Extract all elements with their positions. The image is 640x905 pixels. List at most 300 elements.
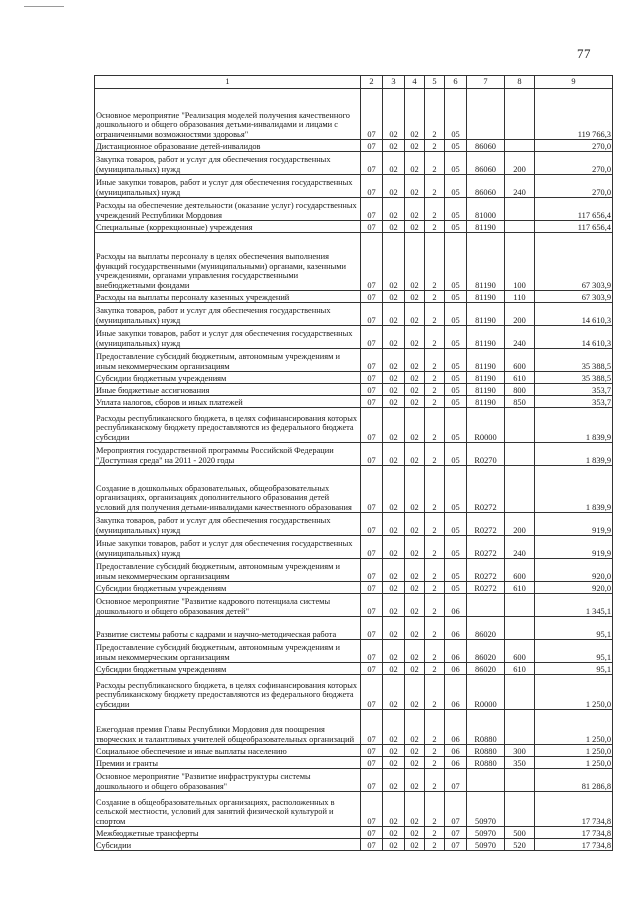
expense-type-cell bbox=[505, 710, 535, 745]
code-section-cell: 07 bbox=[361, 792, 383, 827]
amount-cell: 920,0 bbox=[535, 582, 613, 594]
amount-cell: 67 303,9 bbox=[535, 233, 613, 291]
table-row bbox=[95, 89, 613, 140]
table-row bbox=[95, 769, 613, 792]
code-subsection-cell: 02 bbox=[383, 536, 405, 559]
code-program-cell: 02 bbox=[405, 303, 425, 326]
code-event-cell: 05 bbox=[445, 372, 467, 384]
code-program-cell: 02 bbox=[405, 839, 425, 851]
code-direction-cell: 86060 bbox=[467, 152, 505, 175]
code-subprogram-cell: 2 bbox=[425, 839, 445, 851]
code-direction-cell bbox=[467, 769, 505, 792]
row-name-cell: Создание в дошкольных образовательных, общеобразовательных организациях, организациях дополнительного образования детей условий для получения детьми-инвалидами качественного образования bbox=[95, 466, 361, 513]
expense-type-cell bbox=[505, 89, 535, 140]
code-event-cell: 05 bbox=[445, 303, 467, 326]
code-subprogram-cell: 2 bbox=[425, 198, 445, 221]
code-subsection-cell: 02 bbox=[383, 640, 405, 663]
code-subsection-cell: 02 bbox=[383, 769, 405, 792]
row-name-cell: Уплата налогов, сборов и иных платежей bbox=[95, 396, 361, 408]
row-name-cell: Расходы республиканского бюджета, в целях софинансирования которых республиканскому бюджету предоставляются из федерального бюджета субсидии bbox=[95, 408, 361, 443]
amount-cell: 67 303,9 bbox=[535, 291, 613, 303]
code-direction-cell: 81190 bbox=[467, 221, 505, 233]
code-direction-cell: 50970 bbox=[467, 839, 505, 851]
code-program-cell: 02 bbox=[405, 349, 425, 372]
code-program-cell: 02 bbox=[405, 640, 425, 663]
expense-type-cell bbox=[505, 140, 535, 152]
code-event-cell: 05 bbox=[445, 349, 467, 372]
column-header-4: 4 bbox=[405, 76, 425, 89]
code-program-cell: 02 bbox=[405, 513, 425, 536]
code-subsection-cell: 02 bbox=[383, 757, 405, 769]
code-subprogram-cell: 2 bbox=[425, 594, 445, 617]
row-name-cell: Иные закупки товаров, работ и услуг для обеспечения государственных (муниципальных) нужд bbox=[95, 536, 361, 559]
code-program-cell: 02 bbox=[405, 536, 425, 559]
code-direction-cell: R0272 bbox=[467, 536, 505, 559]
table-row bbox=[95, 839, 613, 851]
code-subprogram-cell: 2 bbox=[425, 175, 445, 198]
expense-type-cell bbox=[505, 594, 535, 617]
code-program-cell: 02 bbox=[405, 757, 425, 769]
column-header-6: 6 bbox=[445, 76, 467, 89]
expense-type-cell: 610 bbox=[505, 372, 535, 384]
code-direction-cell bbox=[467, 594, 505, 617]
code-program-cell: 02 bbox=[405, 466, 425, 513]
code-section-cell: 07 bbox=[361, 443, 383, 466]
code-direction-cell: 81190 bbox=[467, 303, 505, 326]
table-row bbox=[95, 640, 613, 663]
code-direction-cell bbox=[467, 89, 505, 140]
code-program-cell: 02 bbox=[405, 663, 425, 675]
code-event-cell: 06 bbox=[445, 757, 467, 769]
code-program-cell: 02 bbox=[405, 221, 425, 233]
code-subprogram-cell: 2 bbox=[425, 443, 445, 466]
expense-type-cell: 800 bbox=[505, 384, 535, 396]
code-section-cell: 07 bbox=[361, 594, 383, 617]
table-header-row bbox=[95, 76, 613, 89]
table-row bbox=[95, 710, 613, 745]
table-row bbox=[95, 617, 613, 640]
code-direction-cell: R0272 bbox=[467, 466, 505, 513]
code-subprogram-cell: 2 bbox=[425, 675, 445, 710]
expense-type-cell: 200 bbox=[505, 303, 535, 326]
code-subprogram-cell: 2 bbox=[425, 326, 445, 349]
code-direction-cell: 81190 bbox=[467, 233, 505, 291]
amount-cell: 270,0 bbox=[535, 140, 613, 152]
table-row bbox=[95, 745, 613, 757]
code-direction-cell: R0272 bbox=[467, 582, 505, 594]
code-subsection-cell: 02 bbox=[383, 303, 405, 326]
code-event-cell: 07 bbox=[445, 839, 467, 851]
amount-cell: 353,7 bbox=[535, 384, 613, 396]
code-subprogram-cell: 2 bbox=[425, 303, 445, 326]
code-subsection-cell: 02 bbox=[383, 384, 405, 396]
code-subsection-cell: 02 bbox=[383, 675, 405, 710]
code-event-cell: 05 bbox=[445, 513, 467, 536]
expense-type-cell: 240 bbox=[505, 175, 535, 198]
expense-type-cell bbox=[505, 443, 535, 466]
code-event-cell: 06 bbox=[445, 745, 467, 757]
table-row bbox=[95, 827, 613, 839]
expense-type-cell: 610 bbox=[505, 663, 535, 675]
code-section-cell: 07 bbox=[361, 349, 383, 372]
table-row bbox=[95, 466, 613, 513]
code-subsection-cell: 02 bbox=[383, 594, 405, 617]
code-subprogram-cell: 2 bbox=[425, 769, 445, 792]
code-event-cell: 05 bbox=[445, 559, 467, 582]
amount-cell: 353,7 bbox=[535, 396, 613, 408]
code-event-cell: 05 bbox=[445, 443, 467, 466]
code-section-cell: 07 bbox=[361, 582, 383, 594]
code-section-cell: 07 bbox=[361, 617, 383, 640]
table-row bbox=[95, 140, 613, 152]
code-subprogram-cell: 2 bbox=[425, 384, 445, 396]
code-subsection-cell: 02 bbox=[383, 198, 405, 221]
amount-cell: 1 250,0 bbox=[535, 757, 613, 769]
amount-cell: 119 766,3 bbox=[535, 89, 613, 140]
code-event-cell: 06 bbox=[445, 663, 467, 675]
amount-cell: 919,9 bbox=[535, 513, 613, 536]
code-section-cell: 07 bbox=[361, 89, 383, 140]
row-name-cell: Субсидии бюджетным учреждениям bbox=[95, 663, 361, 675]
column-header-3: 3 bbox=[383, 76, 405, 89]
code-subprogram-cell: 2 bbox=[425, 89, 445, 140]
row-name-cell: Межбюджетные трансферты bbox=[95, 827, 361, 839]
row-name-cell: Иные закупки товаров, работ и услуг для обеспечения государственных (муниципальных) нужд bbox=[95, 175, 361, 198]
code-subsection-cell: 02 bbox=[383, 408, 405, 443]
code-direction-cell: 81190 bbox=[467, 372, 505, 384]
code-subprogram-cell: 2 bbox=[425, 792, 445, 827]
row-name-cell: Расходы на обеспечение деятельности (оказание услуг) государственных учреждений Республики Мордовия bbox=[95, 198, 361, 221]
code-direction-cell: 50970 bbox=[467, 792, 505, 827]
code-subprogram-cell: 2 bbox=[425, 291, 445, 303]
row-name-cell: Предоставление субсидий бюджетным, автономным учреждениям и иным некоммерческим организациям bbox=[95, 640, 361, 663]
code-subsection-cell: 02 bbox=[383, 839, 405, 851]
column-header-1: 1 bbox=[95, 76, 361, 89]
column-header-8: 8 bbox=[505, 76, 535, 89]
code-event-cell: 07 bbox=[445, 792, 467, 827]
code-direction-cell: R0272 bbox=[467, 513, 505, 536]
code-subprogram-cell: 2 bbox=[425, 663, 445, 675]
code-section-cell: 07 bbox=[361, 513, 383, 536]
row-name-cell: Субсидии бюджетным учреждениям bbox=[95, 372, 361, 384]
code-event-cell: 05 bbox=[445, 384, 467, 396]
expense-type-cell: 300 bbox=[505, 745, 535, 757]
expense-type-cell: 610 bbox=[505, 582, 535, 594]
table-row bbox=[95, 408, 613, 443]
code-event-cell: 06 bbox=[445, 710, 467, 745]
code-subsection-cell: 02 bbox=[383, 372, 405, 384]
code-subprogram-cell: 2 bbox=[425, 617, 445, 640]
code-event-cell: 05 bbox=[445, 175, 467, 198]
code-program-cell: 02 bbox=[405, 559, 425, 582]
row-name-cell: Предоставление субсидий бюджетным, автономным учреждениям и иным некоммерческим организациям bbox=[95, 559, 361, 582]
code-direction-cell: R0880 bbox=[467, 757, 505, 769]
code-direction-cell: 81000 bbox=[467, 198, 505, 221]
code-direction-cell: 81190 bbox=[467, 396, 505, 408]
amount-cell: 1 250,0 bbox=[535, 745, 613, 757]
code-subsection-cell: 02 bbox=[383, 466, 405, 513]
code-program-cell: 02 bbox=[405, 291, 425, 303]
code-section-cell: 07 bbox=[361, 326, 383, 349]
row-name-cell: Премии и гранты bbox=[95, 757, 361, 769]
expense-type-cell: 240 bbox=[505, 536, 535, 559]
code-subprogram-cell: 2 bbox=[425, 559, 445, 582]
code-direction-cell: R0880 bbox=[467, 710, 505, 745]
column-header-7: 7 bbox=[467, 76, 505, 89]
row-name-cell: Основное мероприятие "Развитие кадрового потенциала системы дошкольного и общего образования детей" bbox=[95, 594, 361, 617]
code-subsection-cell: 02 bbox=[383, 745, 405, 757]
row-name-cell: Ежегодная премия Главы Республики Мордовия для поощрения творческих и талантливых учителей общеобразовательных организаций bbox=[95, 710, 361, 745]
amount-cell: 1 345,1 bbox=[535, 594, 613, 617]
row-name-cell: Мероприятия государственной программы Российской Федерации "Доступная среда" на 2011 - 2020 годы bbox=[95, 443, 361, 466]
column-header-5: 5 bbox=[425, 76, 445, 89]
amount-cell: 117 656,4 bbox=[535, 221, 613, 233]
code-program-cell: 02 bbox=[405, 89, 425, 140]
budget-table bbox=[94, 75, 613, 851]
amount-cell: 919,9 bbox=[535, 536, 613, 559]
code-section-cell: 07 bbox=[361, 769, 383, 792]
code-subsection-cell: 02 bbox=[383, 152, 405, 175]
code-event-cell: 05 bbox=[445, 140, 467, 152]
row-name-cell: Закупка товаров, работ и услуг для обеспечения государственных (муниципальных) нужд bbox=[95, 152, 361, 175]
table-row bbox=[95, 443, 613, 466]
code-subsection-cell: 02 bbox=[383, 291, 405, 303]
expense-type-cell: 240 bbox=[505, 326, 535, 349]
row-name-cell: Закупка товаров, работ и услуг для обеспечения государственных (муниципальных) нужд bbox=[95, 513, 361, 536]
expense-type-cell: 200 bbox=[505, 152, 535, 175]
table-body bbox=[95, 89, 613, 851]
code-subprogram-cell: 2 bbox=[425, 536, 445, 559]
code-section-cell: 07 bbox=[361, 839, 383, 851]
row-name-cell: Развитие системы работы с кадрами и научно-методическая работа bbox=[95, 617, 361, 640]
code-program-cell: 02 bbox=[405, 396, 425, 408]
code-subprogram-cell: 2 bbox=[425, 745, 445, 757]
expense-type-cell: 600 bbox=[505, 640, 535, 663]
code-subprogram-cell: 2 bbox=[425, 582, 445, 594]
code-section-cell: 07 bbox=[361, 372, 383, 384]
expense-type-cell: 520 bbox=[505, 839, 535, 851]
expense-type-cell: 350 bbox=[505, 757, 535, 769]
code-subsection-cell: 02 bbox=[383, 140, 405, 152]
table-row bbox=[95, 559, 613, 582]
table-row bbox=[95, 675, 613, 710]
expense-type-cell: 500 bbox=[505, 827, 535, 839]
table-row bbox=[95, 582, 613, 594]
code-direction-cell: R0270 bbox=[467, 443, 505, 466]
code-subsection-cell: 02 bbox=[383, 89, 405, 140]
table-row bbox=[95, 198, 613, 221]
row-name-cell: Предоставление субсидий бюджетным, автономным учреждениям и иным некоммерческим организациям bbox=[95, 349, 361, 372]
expense-type-cell bbox=[505, 769, 535, 792]
table-row bbox=[95, 792, 613, 827]
code-subsection-cell: 02 bbox=[383, 443, 405, 466]
code-program-cell: 02 bbox=[405, 233, 425, 291]
expense-type-cell bbox=[505, 198, 535, 221]
row-name-cell: Создание в общеобразовательных организациях, расположенных в сельской местности, условий для занятий физической культурой и спортом bbox=[95, 792, 361, 827]
code-subsection-cell: 02 bbox=[383, 559, 405, 582]
code-section-cell: 07 bbox=[361, 303, 383, 326]
code-subprogram-cell: 2 bbox=[425, 152, 445, 175]
code-direction-cell: 86020 bbox=[467, 663, 505, 675]
amount-cell: 1 250,0 bbox=[535, 675, 613, 710]
code-section-cell: 07 bbox=[361, 233, 383, 291]
scan-artifact-line bbox=[24, 6, 64, 7]
expense-type-cell bbox=[505, 466, 535, 513]
row-name-cell: Иные закупки товаров, работ и услуг для обеспечения государственных (муниципальных) нужд bbox=[95, 326, 361, 349]
amount-cell: 1 839,9 bbox=[535, 443, 613, 466]
expense-type-cell: 850 bbox=[505, 396, 535, 408]
table-row bbox=[95, 303, 613, 326]
code-direction-cell: 81190 bbox=[467, 384, 505, 396]
code-section-cell: 07 bbox=[361, 291, 383, 303]
code-program-cell: 02 bbox=[405, 152, 425, 175]
amount-cell: 17 734,8 bbox=[535, 839, 613, 851]
code-subprogram-cell: 2 bbox=[425, 233, 445, 291]
code-subsection-cell: 02 bbox=[383, 233, 405, 291]
expense-type-cell: 600 bbox=[505, 349, 535, 372]
expense-type-cell bbox=[505, 221, 535, 233]
code-section-cell: 07 bbox=[361, 710, 383, 745]
table-row bbox=[95, 384, 613, 396]
code-section-cell: 07 bbox=[361, 827, 383, 839]
code-subsection-cell: 02 bbox=[383, 663, 405, 675]
code-section-cell: 07 bbox=[361, 745, 383, 757]
code-subprogram-cell: 2 bbox=[425, 466, 445, 513]
code-program-cell: 02 bbox=[405, 326, 425, 349]
amount-cell: 270,0 bbox=[535, 175, 613, 198]
code-program-cell: 02 bbox=[405, 594, 425, 617]
amount-cell: 1 839,9 bbox=[535, 408, 613, 443]
code-program-cell: 02 bbox=[405, 745, 425, 757]
code-program-cell: 02 bbox=[405, 769, 425, 792]
amount-cell: 35 388,5 bbox=[535, 372, 613, 384]
table-row bbox=[95, 221, 613, 233]
code-section-cell: 07 bbox=[361, 675, 383, 710]
amount-cell: 14 610,3 bbox=[535, 326, 613, 349]
expense-type-cell: 200 bbox=[505, 513, 535, 536]
code-program-cell: 02 bbox=[405, 140, 425, 152]
code-event-cell: 05 bbox=[445, 326, 467, 349]
code-event-cell: 05 bbox=[445, 536, 467, 559]
table-row bbox=[95, 396, 613, 408]
code-subsection-cell: 02 bbox=[383, 513, 405, 536]
code-subprogram-cell: 2 bbox=[425, 396, 445, 408]
code-direction-cell: R0000 bbox=[467, 408, 505, 443]
row-name-cell: Иные бюджетные ассигнования bbox=[95, 384, 361, 396]
amount-cell: 81 286,8 bbox=[535, 769, 613, 792]
code-subprogram-cell: 2 bbox=[425, 372, 445, 384]
code-direction-cell: 81190 bbox=[467, 291, 505, 303]
table-row bbox=[95, 233, 613, 291]
column-header-2: 2 bbox=[361, 76, 383, 89]
table-row bbox=[95, 349, 613, 372]
expense-type-cell bbox=[505, 792, 535, 827]
expense-type-cell: 600 bbox=[505, 559, 535, 582]
code-subprogram-cell: 2 bbox=[425, 757, 445, 769]
code-direction-cell: 50970 bbox=[467, 827, 505, 839]
column-header-9: 9 bbox=[535, 76, 613, 89]
code-event-cell: 05 bbox=[445, 408, 467, 443]
amount-cell: 14 610,3 bbox=[535, 303, 613, 326]
code-subsection-cell: 02 bbox=[383, 175, 405, 198]
row-name-cell: Субсидии bbox=[95, 839, 361, 851]
code-subprogram-cell: 2 bbox=[425, 513, 445, 536]
code-event-cell: 06 bbox=[445, 640, 467, 663]
table-row bbox=[95, 326, 613, 349]
code-program-cell: 02 bbox=[405, 384, 425, 396]
code-direction-cell: R0000 bbox=[467, 675, 505, 710]
code-program-cell: 02 bbox=[405, 675, 425, 710]
code-event-cell: 06 bbox=[445, 675, 467, 710]
code-subsection-cell: 02 bbox=[383, 326, 405, 349]
code-subprogram-cell: 2 bbox=[425, 221, 445, 233]
code-program-cell: 02 bbox=[405, 710, 425, 745]
code-section-cell: 07 bbox=[361, 396, 383, 408]
code-event-cell: 05 bbox=[445, 198, 467, 221]
code-section-cell: 07 bbox=[361, 175, 383, 198]
code-subsection-cell: 02 bbox=[383, 396, 405, 408]
code-event-cell: 05 bbox=[445, 221, 467, 233]
code-section-cell: 07 bbox=[361, 198, 383, 221]
code-program-cell: 02 bbox=[405, 827, 425, 839]
row-name-cell: Социальное обеспечение и иные выплаты населению bbox=[95, 745, 361, 757]
code-section-cell: 07 bbox=[361, 221, 383, 233]
code-section-cell: 07 bbox=[361, 384, 383, 396]
amount-cell: 17 734,8 bbox=[535, 827, 613, 839]
amount-cell: 117 656,4 bbox=[535, 198, 613, 221]
code-direction-cell: 86020 bbox=[467, 617, 505, 640]
amount-cell: 35 388,5 bbox=[535, 349, 613, 372]
code-subprogram-cell: 2 bbox=[425, 827, 445, 839]
code-program-cell: 02 bbox=[405, 443, 425, 466]
code-subsection-cell: 02 bbox=[383, 582, 405, 594]
code-event-cell: 06 bbox=[445, 594, 467, 617]
code-event-cell: 05 bbox=[445, 152, 467, 175]
expense-type-cell bbox=[505, 675, 535, 710]
code-section-cell: 07 bbox=[361, 559, 383, 582]
code-event-cell: 05 bbox=[445, 291, 467, 303]
code-section-cell: 07 bbox=[361, 757, 383, 769]
code-event-cell: 06 bbox=[445, 617, 467, 640]
table-row bbox=[95, 513, 613, 536]
code-program-cell: 02 bbox=[405, 372, 425, 384]
code-event-cell: 07 bbox=[445, 769, 467, 792]
code-direction-cell: R0272 bbox=[467, 559, 505, 582]
table-row bbox=[95, 175, 613, 198]
code-event-cell: 05 bbox=[445, 466, 467, 513]
code-direction-cell: 86020 bbox=[467, 640, 505, 663]
row-name-cell: Основное мероприятие "Реализация моделей получения качественного дошкольного и общего образования детьми-инвалидами и лицами с ограниченными возможностями здоровья" bbox=[95, 89, 361, 140]
table-row bbox=[95, 663, 613, 675]
code-program-cell: 02 bbox=[405, 175, 425, 198]
row-name-cell: Расходы на выплаты персоналу казенных учреждений bbox=[95, 291, 361, 303]
code-subsection-cell: 02 bbox=[383, 617, 405, 640]
code-subsection-cell: 02 bbox=[383, 221, 405, 233]
code-program-cell: 02 bbox=[405, 792, 425, 827]
expense-type-cell bbox=[505, 408, 535, 443]
code-direction-cell: R0880 bbox=[467, 745, 505, 757]
code-direction-cell: 81190 bbox=[467, 326, 505, 349]
amount-cell: 95,1 bbox=[535, 617, 613, 640]
code-program-cell: 02 bbox=[405, 617, 425, 640]
code-subprogram-cell: 2 bbox=[425, 640, 445, 663]
row-name-cell: Субсидии бюджетным учреждениям bbox=[95, 582, 361, 594]
amount-cell: 1 839,9 bbox=[535, 466, 613, 513]
code-section-cell: 07 bbox=[361, 140, 383, 152]
row-name-cell: Дистанционное образование детей-инвалидов bbox=[95, 140, 361, 152]
code-program-cell: 02 bbox=[405, 198, 425, 221]
table-row bbox=[95, 536, 613, 559]
